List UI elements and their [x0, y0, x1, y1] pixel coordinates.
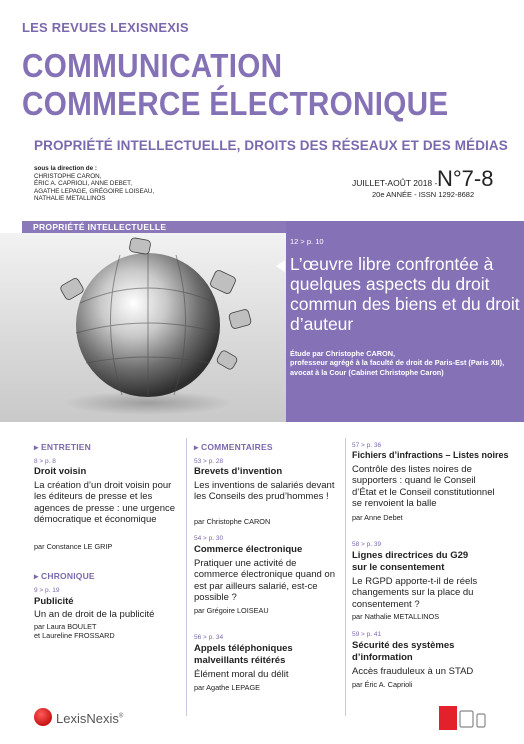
issue-date: JUILLET-AOÛT 2018 - — [352, 178, 438, 188]
logo-text: LexisNexis — [56, 711, 119, 726]
editors-line: AGATHE LEPAGE, GRÉGOIRE LOISEAU, — [34, 187, 155, 195]
section-heading-text: CHRONIQUE — [41, 571, 95, 581]
feature-title-text: L’œuvre libre confrontée à quelques aspects du droit commun des biens et du droit d’auteur — [290, 254, 520, 334]
article-title — [352, 550, 468, 574]
article-author: par Agathe LEPAGE — [194, 683, 260, 692]
arrow-icon: ▸ — [194, 442, 202, 452]
article-author: par Constance LE GRIP — [34, 542, 113, 551]
editors-line: ÉRIC A. CAPRIOLI, ANNE DEBET, — [34, 180, 132, 188]
article-author: par Christophe CARON — [194, 517, 271, 526]
journal-title-line2: COMMERCE ÉLECTRONIQUE — [22, 85, 449, 122]
direction-label: sous la direction de : — [34, 165, 97, 172]
article-title-line: Sécurité des systèmes — [352, 640, 455, 651]
article-title-line: Appels téléphoniques — [194, 643, 293, 654]
article-author — [34, 622, 115, 640]
device-icons — [459, 710, 491, 728]
section-heading-text: COMMENTAIRES — [201, 442, 273, 452]
article-ref: 59 > p. 41 — [352, 631, 382, 638]
triangle-pointer-icon — [276, 260, 285, 272]
lexisnexis-logo-icon — [34, 708, 52, 726]
feature-author-line: Étude par Christophe CARON, — [290, 349, 395, 358]
globe-illustration — [0, 233, 286, 422]
article-ref: 9 > p. 19 — [34, 587, 60, 594]
article-description: Un an de droit de la publicité — [34, 609, 155, 620]
issue-year-issn: 20e ANNÉE - ISSN 1292-8682 — [372, 190, 475, 199]
editorial-direction — [34, 165, 154, 203]
journal-subtitle: PROPRIÉTÉ INTELLECTUELLE, DROITS DES RÉSEAUX ET DES MÉDIAS — [34, 138, 508, 153]
article-title: Brevets d’invention — [194, 466, 283, 477]
section-label: PROPRIÉTÉ INTELLECTUELLE — [33, 222, 167, 232]
publisher-name: LES REVUES LEXISNEXIS — [22, 20, 189, 35]
feature-title — [290, 254, 520, 334]
article-title: Publicité — [34, 596, 74, 607]
article-description: Contrôle des listes noires de supporters : quand le Conseil d’État et le Conseil constitutionnel se renvoient la balle — [352, 464, 495, 510]
article-author: par Éric A. Caprioli — [352, 680, 413, 689]
article-ref: 53 > p. 28 — [194, 458, 224, 465]
article-ref: 57 > p. 36 — [352, 442, 382, 449]
article-author: par Anne Debet — [352, 513, 403, 522]
director-name: CHRISTOPHE CARON, — [34, 172, 102, 180]
article-description: Pratiquer une activité de commerce électronique quand on est par ailleurs salarié, est-ce possible ? — [194, 558, 336, 604]
article-ref: 8 > p. 8 — [34, 458, 56, 465]
logo-mark: ® — [118, 713, 124, 720]
article-title: Droit voisin — [34, 466, 87, 477]
column-divider — [345, 438, 346, 716]
arrow-icon: ▸ — [34, 571, 42, 581]
article-description: Élément moral du délit — [194, 669, 289, 680]
section-heading-entretien — [34, 442, 91, 453]
article-title: Commerce électronique — [194, 544, 303, 555]
section-heading-text: ENTRETIEN — [41, 442, 92, 452]
article-title — [194, 643, 293, 667]
feature-reference: 12 > p. 10 — [290, 237, 324, 246]
tablet-phone-icons — [459, 710, 491, 731]
column-divider — [186, 438, 187, 716]
article-description: La création d’un droit voisin pour les éditeurs de presse et les agences de presse : une urgence démocratique et économique — [34, 480, 176, 526]
feature-author — [290, 349, 518, 377]
journal-title-line1: COMMUNICATION — [22, 47, 283, 84]
article-ref: 58 > p. 39 — [352, 541, 382, 548]
article-author: par Nathalie METALLINOS — [352, 612, 440, 621]
article-title-line: Lignes directrices du G29 — [352, 550, 469, 561]
article-title-line: d’information — [352, 652, 413, 663]
globe-puzzle-image — [0, 233, 286, 422]
article-title-line: malveillants réitérés — [194, 655, 286, 666]
article-description: Les inventions de salariés devant les Conseils des prud’hommes ! — [194, 480, 335, 503]
article-title — [352, 640, 454, 664]
arrow-icon: ▸ — [34, 442, 42, 452]
lexisnexis-logo — [56, 711, 123, 726]
article-author-line: et Laureline FROSSARD — [34, 631, 115, 640]
section-heading-chronique — [34, 571, 95, 582]
article-title-line: sur le consentement — [352, 562, 445, 573]
printer-icon — [439, 706, 457, 730]
feature-author-line: avocat à la Cour (Cabinet Christophe Caron) — [290, 367, 444, 377]
article-author-line: par Laura BOULET — [34, 622, 97, 631]
feature-author-line: professeur agrégé à la faculté de droit de Paris-Est (Paris XII), — [290, 358, 505, 368]
section-heading-commentaires — [194, 442, 273, 453]
article-title: Fichiers d’infractions – Listes noires — [352, 450, 509, 460]
article-description: Accès frauduleux à un STAD — [352, 666, 474, 677]
article-description: Le RGPD apporte-t-il de réels changements sur la place du consentement ? — [352, 576, 478, 610]
article-ref: 56 > p. 34 — [194, 634, 224, 641]
editors-line: NATHALIE METALLINOS — [34, 195, 106, 203]
article-author: par Grégoire LOISEAU — [194, 606, 269, 615]
issue-number: N°7-8 — [437, 166, 494, 191]
article-ref: 54 > p. 30 — [194, 535, 224, 542]
